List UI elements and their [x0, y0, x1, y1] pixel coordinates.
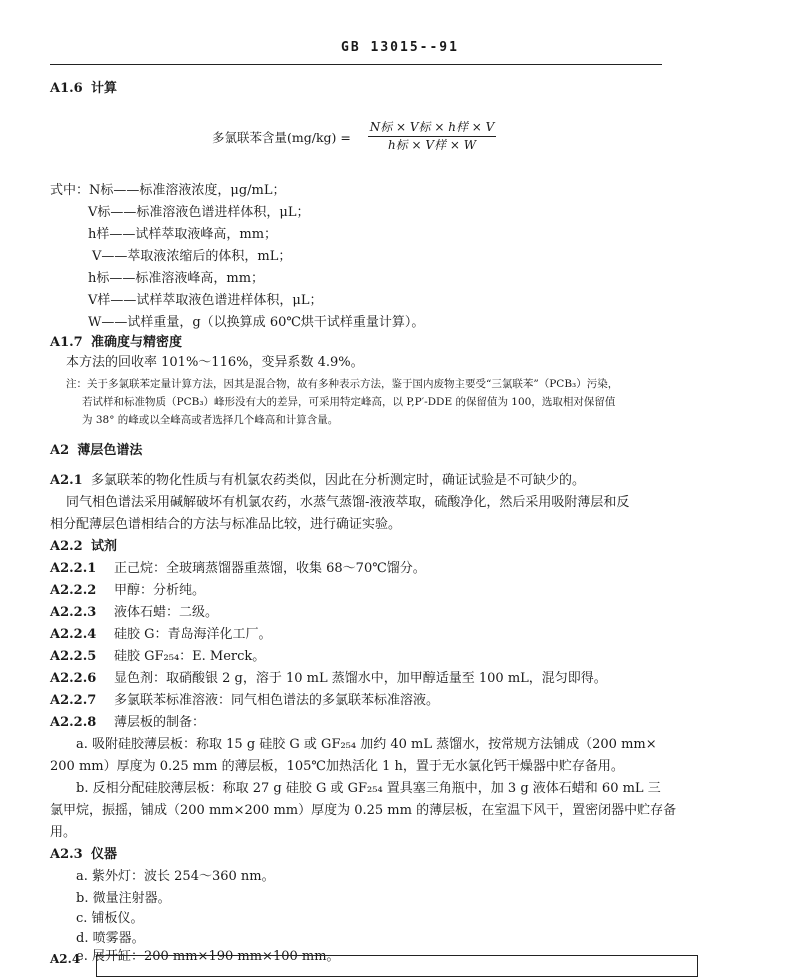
section-title: 仪器 [90, 847, 117, 862]
table-frame [96, 955, 698, 977]
item-text: 硅胶 G：青岛海洋化工厂。 [114, 627, 272, 642]
item-number: A2.2.2 [50, 583, 97, 598]
paragraph-text: 多氯联苯的物化性质与有机氯农药类似，因此在分析测定时，确证试验是不可缺少的。 [90, 473, 585, 488]
formula-denominator: h标 × V样 × W [387, 138, 477, 152]
section-a2-1-line [50, 472, 585, 489]
item-text: 显色剂：取硝酸银 2 g，溶于 10 mL 蒸馏水中，加甲醇适量至 100 mL，混匀即得。 [114, 671, 607, 686]
section-a2-3-heading [50, 846, 117, 863]
reagent-item [50, 648, 265, 665]
item-text: 甲醇：分析纯。 [114, 583, 206, 598]
section-title: 薄层色谱法 [77, 443, 143, 458]
definition-line: h样——试样萃取液峰高，mm； [88, 227, 278, 242]
item-number: A2.2.8 [50, 715, 97, 730]
section-title: 试剂 [90, 539, 117, 554]
note-line: 若试样和标准物质（PCB₃）峰形没有大的差异，可采用特定峰高，以 P,P′-DDE 的保留值为 100，选取相对保留值 [82, 396, 616, 408]
item-text: 多氯联苯标准溶液：同气相色谱法的多氯联苯标准溶液。 [114, 693, 440, 708]
section-number: A2.2 [50, 539, 83, 554]
note-line: 为 38° 的峰或以全峰高或者选择几个峰高和计算含量。 [82, 414, 339, 426]
instrument-item: c. 铺板仪。 [76, 911, 144, 926]
definition-line: V样——试样萃取液色谱进样体积，μL； [88, 293, 323, 308]
definition-line: V标——标准溶液色谱进样体积，μL； [88, 205, 310, 220]
paragraph-line: 同气相色谱法采用碱解破坏有机氯农药，水蒸气蒸馏-液液萃取，硫酸净化，然后采用吸附薄层和反 [66, 495, 630, 510]
section-number: A2.3 [50, 847, 83, 862]
instrument-item: d. 喷雾器。 [76, 931, 145, 946]
section-a2-2-heading [50, 538, 117, 555]
item-text: 正己烷：全玻璃蒸馏器重蒸馏，收集 68～70℃馏分。 [114, 561, 426, 576]
reagent-item [50, 626, 272, 643]
note-line: 注：关于多氯联苯定量计算方法，因其是混合物，故有多种表示方法，鉴于国内废物主要受“三氯联苯”（PCB₃）污染， [66, 378, 619, 390]
section-number: A2 [50, 443, 70, 458]
item-text: 液体石蜡：二级。 [114, 605, 219, 620]
formula-fraction [368, 120, 496, 153]
reagent-item [50, 582, 205, 599]
accuracy-text: 本方法的回收率 101%～116%，变异系数 4.9%。 [66, 355, 364, 370]
instrument-item: a. 紫外灯：波长 254～360 nm。 [76, 869, 275, 884]
item-number: A2.2.7 [50, 693, 97, 708]
reagent-item [50, 714, 205, 731]
plate-b-line: b. 反相分配硅胶薄层板：称取 27 g 硅胶 G 或 GF₂₅₄ 置具塞三角瓶中，加 3 g 液体石蜡和 60 mL 三 [76, 781, 661, 796]
plate-b-line: 氯甲烷，振摇，铺成（200 mm×200 mm）厚度为 0.25 mm 的薄层板，在室温下风干，置密闭器中贮存备 [50, 803, 677, 818]
section-a2-heading [50, 442, 142, 459]
section-title: 计算 [90, 81, 117, 96]
section-number: A2.1 [50, 473, 83, 488]
instrument-item: e. 展开缸：200 mm×190 mm×100 mm。 [76, 949, 340, 964]
definition-line: h标——标准溶液峰高，mm； [88, 271, 265, 286]
reagent-item [50, 604, 218, 621]
definition-line: W——试样重量，g（以换算成 60℃烘干试样重量计算）。 [88, 315, 425, 330]
section-a1-6-heading [50, 80, 117, 97]
header-rule [50, 64, 662, 65]
standard-header: GB 13015--91 [341, 40, 459, 55]
section-title: 准确度与精密度 [90, 335, 182, 350]
plate-a-line: 200 mm）厚度为 0.25 mm 的薄层板，105℃加热活化 1 h，置于无水氯化钙干燥器中贮存备用。 [50, 759, 624, 774]
reagent-item [50, 670, 607, 687]
section-a1-7-heading [50, 334, 182, 351]
item-number: A2.2.1 [50, 561, 97, 576]
item-number: A2.2.4 [50, 627, 97, 642]
instrument-item: b. 微量注射器。 [76, 891, 171, 906]
formula-lhs: 多氯联苯含量(mg/kg) = [212, 130, 351, 145]
item-text: 硅胶 GF₂₅₄：E. Merck。 [114, 649, 266, 664]
cut-off-section-number: A2.4 [50, 952, 81, 966]
section-number: A1.6 [50, 81, 83, 96]
definition-line: V——萃取液浓缩后的体积，mL； [92, 249, 292, 264]
item-text: 薄层板的制备： [114, 715, 206, 730]
section-number: A1.7 [50, 335, 83, 350]
paragraph-line: 相分配薄层色谱相结合的方法与标准品比较，进行确证实验。 [50, 517, 402, 532]
fraction-bar [368, 136, 496, 137]
item-number: A2.2.5 [50, 649, 97, 664]
reagent-item [50, 560, 426, 577]
item-number: A2.2.6 [50, 671, 97, 686]
item-number: A2.2.3 [50, 605, 97, 620]
reagent-item [50, 692, 439, 709]
definition-line: 式中：N标——标准溶液浓度，μg/mL； [50, 183, 286, 198]
formula-numerator: N标 × V标 × h样 × V [369, 120, 495, 134]
plate-b-line: 用。 [50, 825, 77, 840]
plate-a-line: a. 吸附硅胶薄层板：称取 15 g 硅胶 G 或 GF₂₅₄ 加约 40 mL 蒸馏水，按常规方法铺成（200 mm× [76, 737, 657, 752]
